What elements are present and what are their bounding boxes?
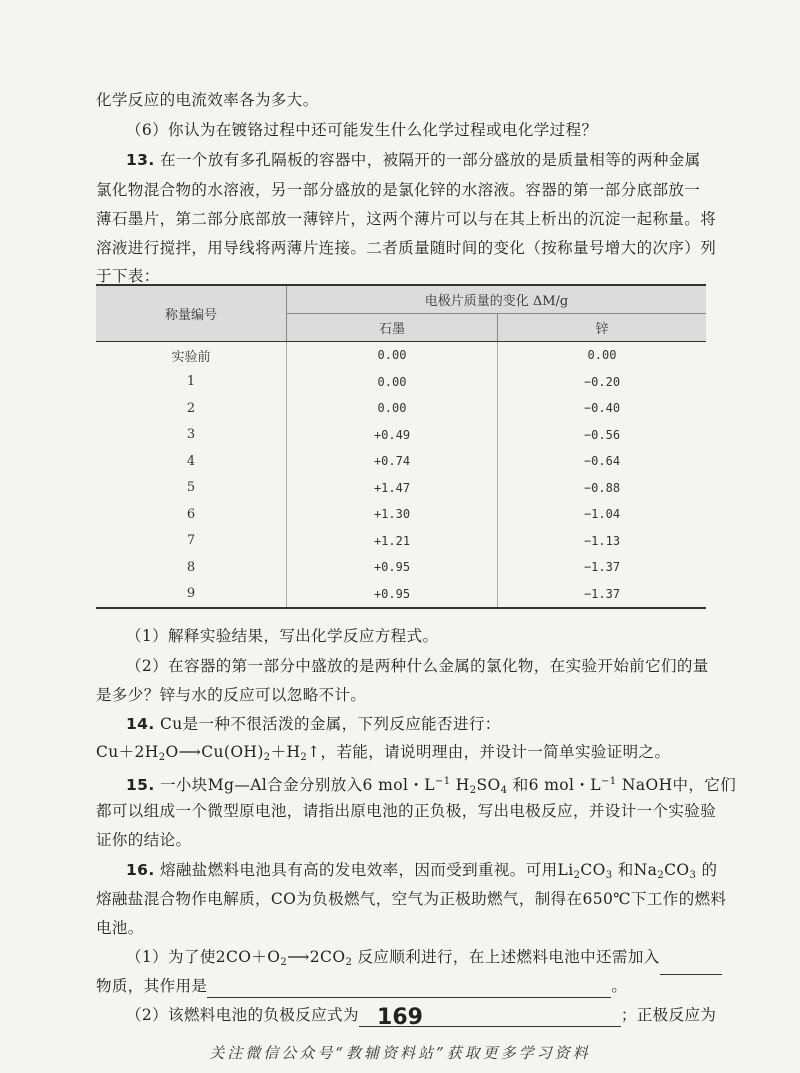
question-13-part-2: 是多少？锌与水的反应可以忽略不计。	[96, 686, 367, 704]
table-header-group: 电极片质量的变化 ΔM/g	[287, 285, 707, 314]
question-13-part-1: （1）解释实验结果，写出化学反应方程式。	[126, 627, 439, 645]
question-14-line: 14. Cu是一种不很活泼的金属，下列反应能否进行：	[126, 715, 501, 733]
question-16-part-1: （1）为了使$2CO+O_2⟶2CO_2$ 反应顺利进行，在上述燃料电池中还需加入	[126, 945, 706, 975]
question-16-line: 熔融盐混合物作电解质，CO为负极燃气，空气为正极助燃气，制得在650℃下工作的燃料	[96, 890, 727, 908]
question-13-line: 溶液进行搅拌，用导线将两薄片连接。二者质量随时间的变化（按称量号增大的次序）列	[96, 239, 717, 257]
table-row: 7 +1.21 −1.13	[96, 528, 706, 555]
answer-blank[interactable]	[660, 957, 722, 975]
question-13-line: 于下表：	[96, 267, 160, 285]
table-header-graphite: 石墨	[287, 314, 498, 342]
table-row: 2 0.00 −0.40	[96, 395, 706, 422]
table-row: 1 0.00 −0.20	[96, 369, 706, 396]
answer-blank[interactable]	[207, 980, 611, 998]
question-16-line: 16. 熔融盐燃料电池具有高的发电效率，因而受到重视。可用$Li_2CO_3$ 和$Na_2CO_3$ 的	[126, 861, 718, 881]
question-15-line: 都可以组成一个微型原电池，请指出原电池的正负极，写出电极反应，并设计一个实验验	[96, 802, 717, 820]
question-15-line: 证你的结论。	[96, 831, 192, 849]
table-row: 3 +0.49 −0.56	[96, 422, 706, 449]
question-13-line: 氯化物混合物的水溶液，另一部分盛放的是氯化锌的水溶液。容器的第一部分底部放一	[96, 181, 701, 199]
question-13-part-2: （2）在容器的第一部分中盛放的是两种什么金属的氯化物，在实验开始前它们的量	[126, 657, 709, 675]
table-header-zinc: 锌	[498, 314, 707, 342]
question-16-line: 电池。	[96, 919, 144, 937]
question-16-part-2-line: （2）该燃料电池的负极反应式为 ；正极反应为	[126, 1003, 706, 1027]
table-row: 5 +1.47 −0.88	[96, 475, 706, 502]
question-15-number: 15.	[126, 776, 155, 795]
page-number: 169	[377, 1005, 423, 1030]
question-13-line: 13. 在一个放有多孔隔板的容器中，被隔开的一部分盛放的是质量相等的两种金属	[126, 151, 701, 169]
mass-change-table	[96, 284, 706, 609]
question-16-number: 16.	[126, 861, 155, 879]
question-14-number: 14.	[126, 715, 155, 733]
table-row: 9 +0.95 −1.37	[96, 581, 706, 609]
paragraph-line: 化学反应的电流效率各为多大。	[96, 91, 319, 109]
table-row: 8 +0.95 −1.37	[96, 554, 706, 581]
question-13-line: 薄石墨片，第二部分底部放一薄锌片，这两个薄片可以与在其上析出的沉淀一起称量。将	[96, 210, 717, 228]
footer-watermark: 关注微信公众号“教辅资料站”获取更多学习资料	[209, 1044, 591, 1062]
table-row: 4 +0.74 −0.64	[96, 448, 706, 475]
table-row: 6 +1.30 −1.04	[96, 501, 706, 528]
question-14-equation: $Cu+2H_2O⟶Cu(OH)_2+H_2↑$，若能，请说明理由，并设计一简单实验证明之。	[96, 743, 671, 763]
question-15-line: 15. 一小块Mg—Al合金分别放入6 mol・$L^{-1}$ $H_2SO_4$ 和6 mol・$L^{-1}$ NaOH中，它们	[126, 776, 737, 797]
table-header-weighing-number: 称量编号	[96, 285, 287, 342]
table-row: 实验前 0.00 0.00	[96, 342, 706, 369]
question-13-number: 13.	[126, 151, 155, 169]
question-12-6: （6）你认为在镀铬过程中还可能发生什么化学过程或电化学过程？	[126, 121, 598, 139]
question-16-part-1: 物质，其作用是 。	[96, 974, 706, 998]
